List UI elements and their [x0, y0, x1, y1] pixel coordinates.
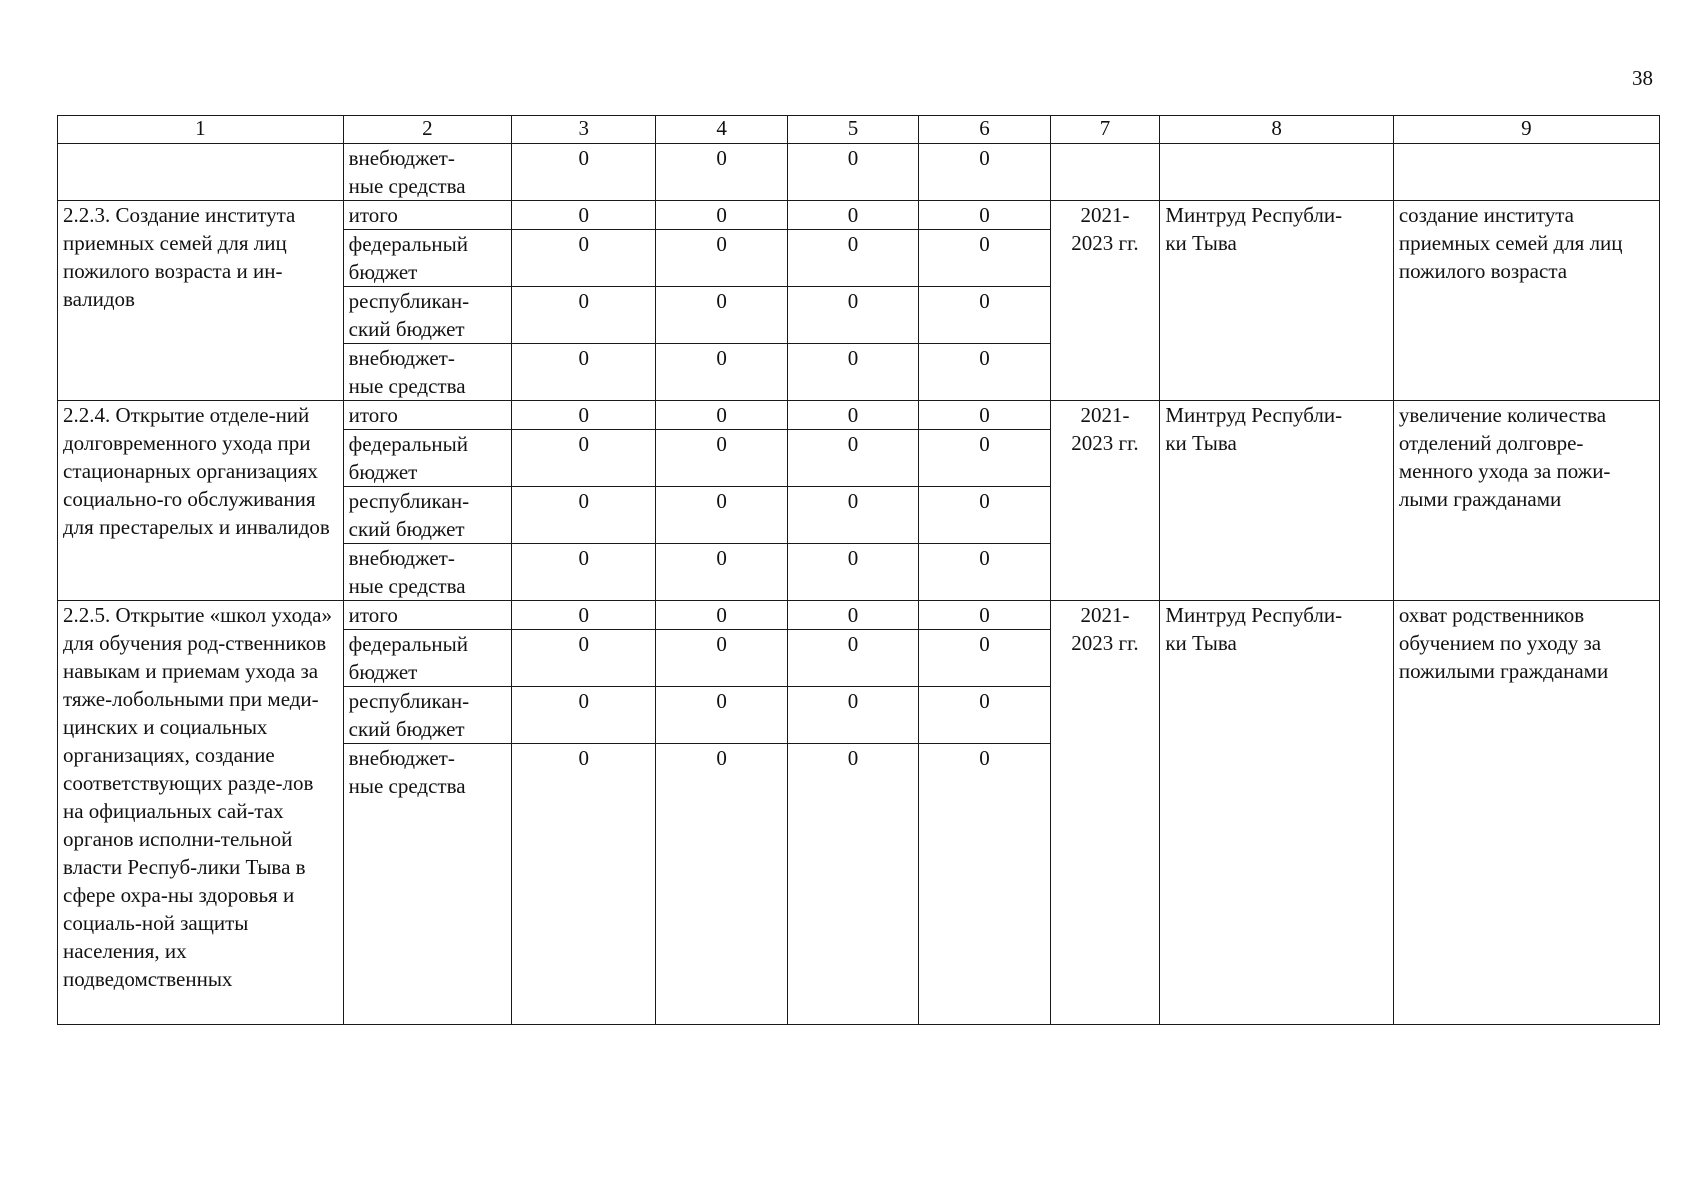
value-cell: 0 [656, 544, 787, 601]
value-cell: 0 [787, 230, 918, 287]
continuation-empty-term [1050, 144, 1160, 201]
funding-source: республикан- ский бюджет [343, 287, 511, 344]
value-cell: 0 [511, 344, 655, 401]
value-cell: 0 [787, 487, 918, 544]
value-cell: 0 [511, 401, 655, 430]
responsible-executor: Минтруд Республи- ки Тыва [1160, 601, 1394, 1025]
value-cell: 0 [511, 287, 655, 344]
value-cell: 0 [511, 744, 655, 1025]
funding-source: итого [343, 201, 511, 230]
value-cell: 0 [656, 601, 787, 630]
value-cell: 0 [511, 230, 655, 287]
funding-source: республикан- ский бюджет [343, 487, 511, 544]
value-cell: 0 [511, 430, 655, 487]
funding-source: федеральный бюджет [343, 430, 511, 487]
header-col-7: 7 [1050, 116, 1160, 144]
header-col-6: 6 [919, 116, 1050, 144]
page-number: 38 [1632, 66, 1653, 90]
funding-source: итого [343, 601, 511, 630]
measure-row [58, 401, 1660, 430]
value-cell: 0 [656, 144, 787, 201]
continuation-empty-responsible [1160, 144, 1394, 201]
responsible-executor: Минтруд Республи- ки Тыва [1160, 201, 1394, 401]
value-cell: 0 [919, 430, 1050, 487]
value-cell: 0 [919, 601, 1050, 630]
measure-name: 2.2.5. Открытие «школ ухода» для обучения род-ственников навыкам и приемам ухода за тяже-лобольными при меди-цинских и социальных организациях, создание соответствующих разде-лов на официальных сай-тах органов исполни-тельной власти Респуб-лики Тыва в сфере охра-ны здоровья и социаль-ной защиты населения, их подведомственных [58, 601, 344, 1025]
implementation-term: 2021- 2023 гг. [1050, 601, 1160, 1025]
header-col-4: 4 [656, 116, 787, 144]
value-cell: 0 [787, 630, 918, 687]
value-cell: 0 [919, 544, 1050, 601]
continuation-empty-result [1393, 144, 1659, 201]
header-col-1: 1 [58, 116, 344, 144]
value-cell: 0 [511, 630, 655, 687]
header-row [58, 116, 1660, 144]
value-cell: 0 [511, 601, 655, 630]
value-cell: 0 [511, 687, 655, 744]
value-cell: 0 [919, 201, 1050, 230]
value-cell: 0 [787, 201, 918, 230]
value-cell: 0 [919, 744, 1050, 1025]
header-col-3: 3 [511, 116, 655, 144]
value-cell: 0 [787, 144, 918, 201]
value-cell: 0 [656, 487, 787, 544]
expected-result: охват родственников обучением по уходу за пожилыми гражданами [1393, 601, 1659, 1025]
expected-result: увеличение количества отделений долговре-менного ухода за пожи-лыми гражданами [1393, 401, 1659, 601]
value-cell: 0 [787, 287, 918, 344]
value-cell: 0 [656, 344, 787, 401]
value-cell: 0 [787, 687, 918, 744]
value-cell: 0 [656, 430, 787, 487]
continuation-row [58, 144, 1660, 201]
funding-source: внебюджет- ные средства [343, 744, 511, 1025]
value-cell: 0 [919, 401, 1050, 430]
measure-row [58, 201, 1660, 230]
value-cell: 0 [656, 201, 787, 230]
value-cell: 0 [787, 601, 918, 630]
value-cell: 0 [511, 201, 655, 230]
value-cell: 0 [919, 630, 1050, 687]
value-cell: 0 [919, 487, 1050, 544]
responsible-executor: Минтруд Республи- ки Тыва [1160, 401, 1394, 601]
value-cell: 0 [919, 344, 1050, 401]
value-cell: 0 [787, 744, 918, 1025]
value-cell: 0 [787, 544, 918, 601]
funding-source: внебюджет- ные средства [343, 344, 511, 401]
value-cell: 0 [511, 487, 655, 544]
value-cell: 0 [656, 287, 787, 344]
value-cell: 0 [656, 687, 787, 744]
value-cell: 0 [511, 544, 655, 601]
continuation-empty-name [58, 144, 344, 201]
funding-source: итого [343, 401, 511, 430]
funding-source: внебюджет- ные средства [343, 144, 511, 201]
value-cell: 0 [656, 401, 787, 430]
expected-result: создание института приемных семей для лиц пожилого возраста [1393, 201, 1659, 401]
value-cell: 0 [787, 344, 918, 401]
value-cell: 0 [787, 430, 918, 487]
funding-table [57, 115, 1660, 1025]
measure-row [58, 601, 1660, 630]
funding-source: федеральный бюджет [343, 630, 511, 687]
value-cell: 0 [919, 287, 1050, 344]
value-cell: 0 [656, 630, 787, 687]
funding-source: республикан- ский бюджет [343, 687, 511, 744]
header-col-9: 9 [1393, 116, 1659, 144]
header-col-2: 2 [343, 116, 511, 144]
value-cell: 0 [656, 744, 787, 1025]
value-cell: 0 [919, 687, 1050, 744]
header-col-8: 8 [1160, 116, 1394, 144]
measure-name: 2.2.3. Создание института приемных семей для лиц пожилого возраста и ин-валидов [58, 201, 344, 401]
implementation-term: 2021- 2023 гг. [1050, 401, 1160, 601]
implementation-term: 2021- 2023 гг. [1050, 201, 1160, 401]
value-cell: 0 [787, 401, 918, 430]
header-col-5: 5 [787, 116, 918, 144]
funding-source: внебюджет- ные средства [343, 544, 511, 601]
value-cell: 0 [919, 144, 1050, 201]
value-cell: 0 [656, 230, 787, 287]
value-cell: 0 [919, 230, 1050, 287]
measure-name: 2.2.4. Открытие отделе-ний долговременного ухода при стационарных организациях социально-го обслуживания для престарелых и инвалидов [58, 401, 344, 601]
funding-source: федеральный бюджет [343, 230, 511, 287]
value-cell: 0 [511, 144, 655, 201]
